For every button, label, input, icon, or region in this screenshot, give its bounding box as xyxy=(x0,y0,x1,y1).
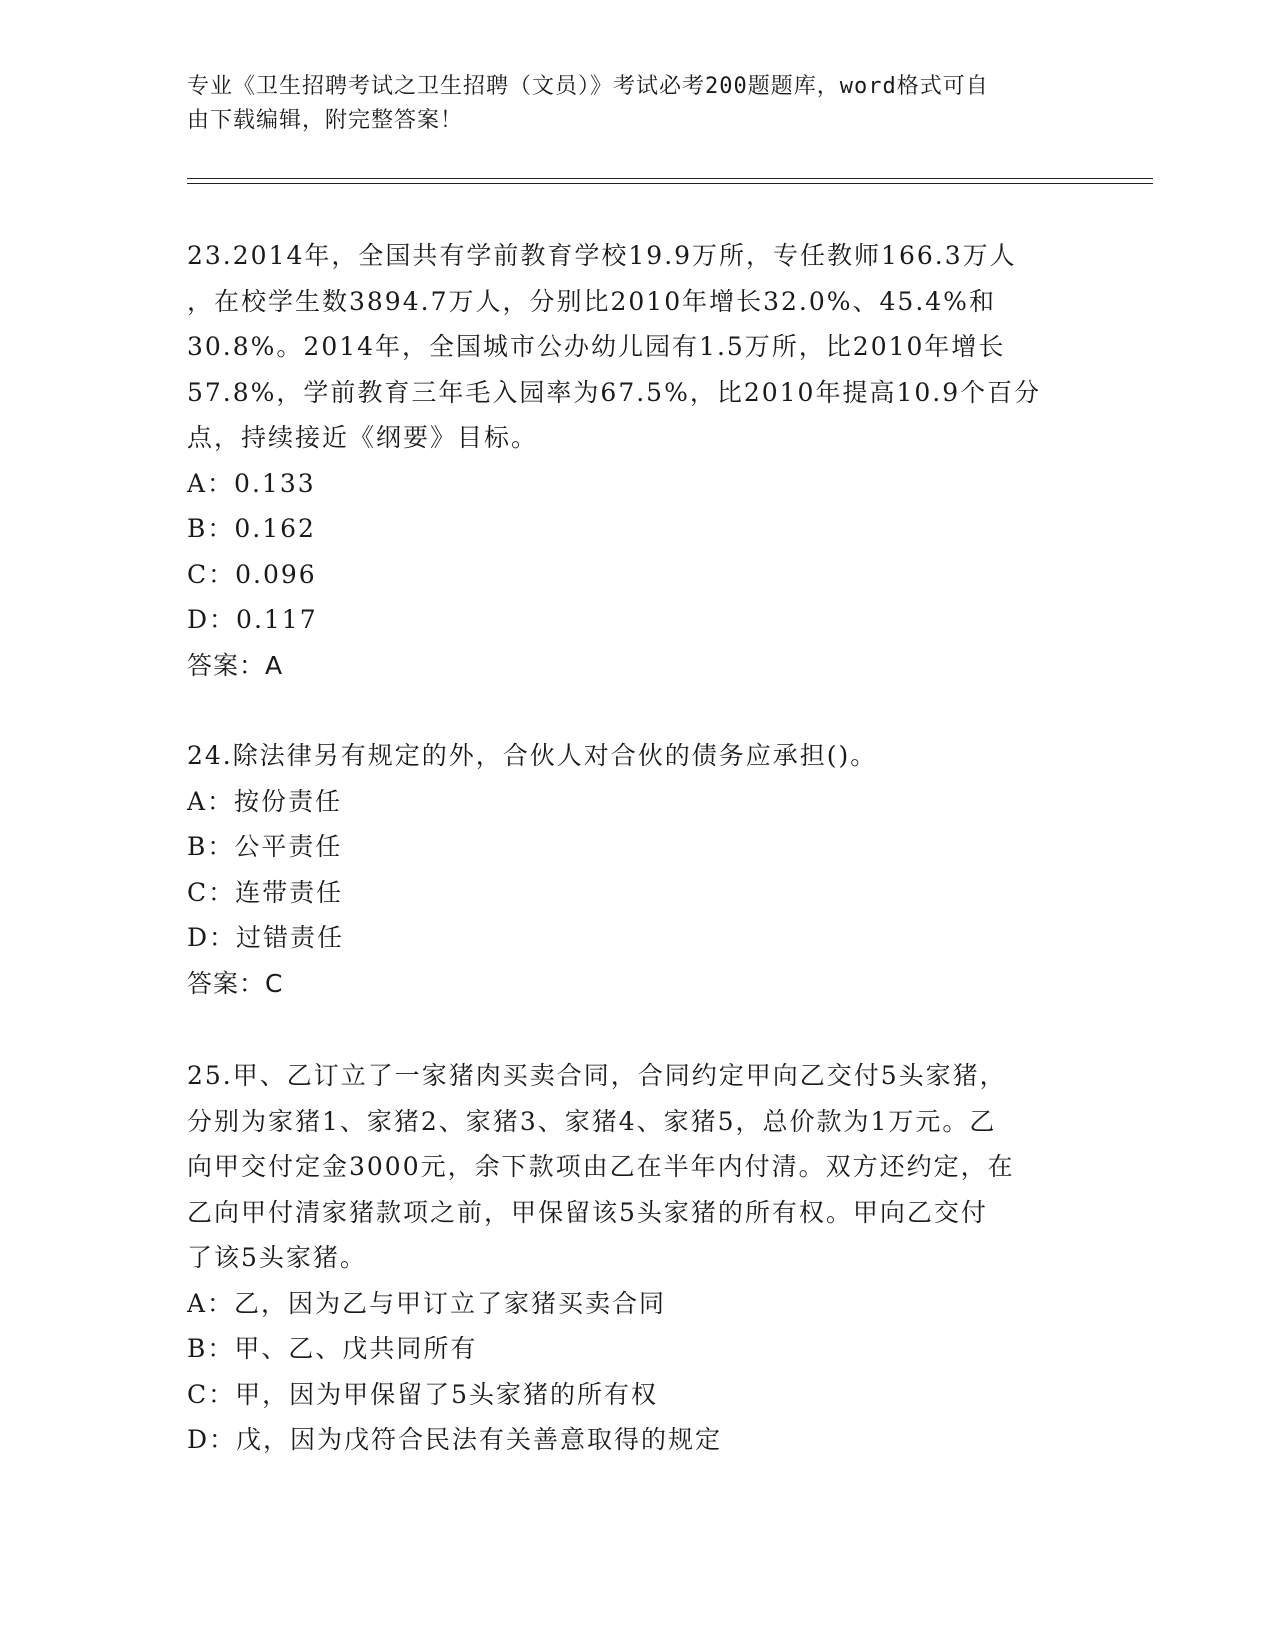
question-stem-line: 向甲交付定金3000元，余下款项由乙在半年内付清。双方还约定，在 xyxy=(187,1152,1015,1181)
header-divider-bottom xyxy=(187,183,1153,184)
option-c: C：甲，因为甲保留了5头家猪的所有权 xyxy=(187,1379,659,1409)
option-b: B：甲、乙、戊共同所有 xyxy=(187,1334,478,1363)
question-stem-line: 57.8%，学前教育三年毛入园率为67.5%，比2010年提高10.9个百分 xyxy=(187,377,1042,407)
question-stem-line: 分别为家猪1、家猪2、家猪3、家猪4、家猪5，总价款为1万元。乙 xyxy=(187,1106,997,1136)
option-d: D：0.117 xyxy=(187,605,318,634)
header-line-2: 由下载编辑，附完整答案！ xyxy=(187,108,464,133)
question-stem-line: 点，持续接近《纲要》目标。 xyxy=(187,423,539,452)
option-d: D：过错责任 xyxy=(187,923,345,952)
option-b: B：公平责任 xyxy=(187,832,343,861)
question-25 xyxy=(187,1053,1087,1463)
document-header xyxy=(187,70,1067,138)
question-stem-line: 23.2014年，全国共有学前教育学校19.9万所，专任教师166.3万人 xyxy=(187,241,1017,270)
option-d: D：戊，因为戊符合民法有关善意取得的规定 xyxy=(187,1425,723,1454)
option-a: A：乙，因为乙与甲订立了家猪买卖合同 xyxy=(187,1288,667,1318)
question-stem-line: 30.8%。2014年，全国城市公办幼儿园有1.5万所，比2010年增长 xyxy=(187,332,1006,361)
header-line-1: 专业《卫生招聘考试之卫生招聘（文员）》考试必考200题题库，word格式可自 xyxy=(187,74,989,99)
option-a: A：0.133 xyxy=(187,468,316,498)
option-b: B：0.162 xyxy=(187,514,316,543)
question-stem-line: 了该5头家猪。 xyxy=(187,1243,367,1272)
question-stem-line: 乙向甲付清家猪款项之前，甲保留该5头家猪的所有权。甲向乙交付 xyxy=(187,1197,988,1227)
question-stem-line: ，在校学生数3894.7万人，分别比2010年增长32.0%、45.4%和 xyxy=(187,286,996,316)
question-stem-line: 25.甲、乙订立了一家猪肉买卖合同，合同约定甲向乙交付5头家猪， xyxy=(187,1061,1007,1090)
question-23 xyxy=(187,233,1087,688)
header-divider-top xyxy=(187,178,1153,179)
option-c: C：0.096 xyxy=(187,559,317,589)
option-a: A：按份责任 xyxy=(187,786,343,816)
question-stem-line: 24.除法律另有规定的外，合伙人对合伙的债务应承担()。 xyxy=(187,741,878,770)
answer-line: 答案：C xyxy=(187,968,284,998)
option-c: C：连带责任 xyxy=(187,877,344,907)
answer-line: 答案：A xyxy=(187,650,284,680)
question-24 xyxy=(187,733,1087,1006)
